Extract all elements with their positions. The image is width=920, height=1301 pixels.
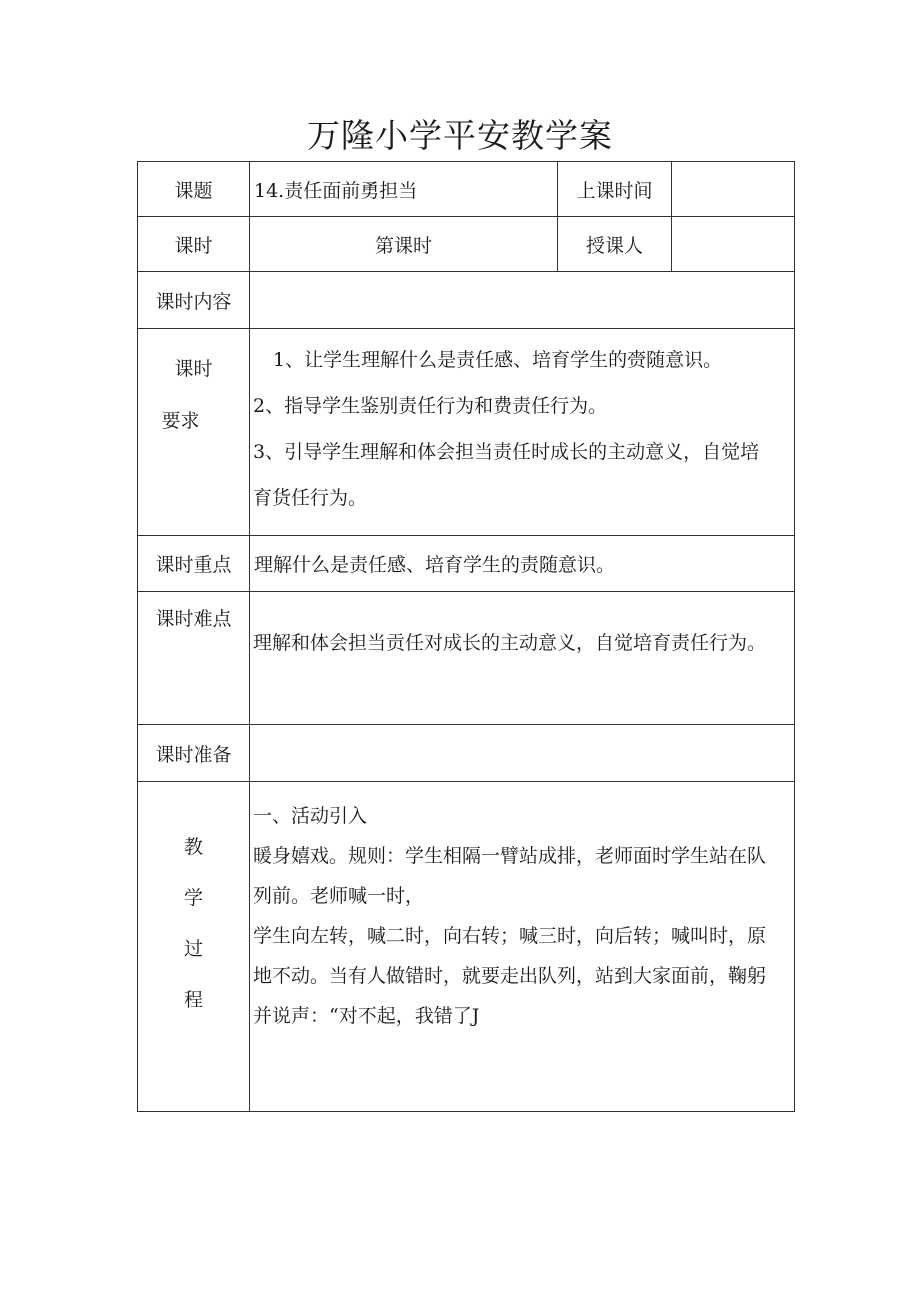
- process-body: [250, 782, 795, 1112]
- page-title: 万隆小学平安教学案: [307, 116, 613, 155]
- requirements-label: [138, 329, 250, 536]
- class-time-value: [672, 162, 795, 217]
- requirements-body: [250, 329, 795, 536]
- process-line: 并说声：“对不起，我错了J: [253, 1005, 480, 1027]
- difficulties-label: 课时难点: [138, 592, 250, 725]
- content-row: [138, 272, 795, 329]
- teacher-value: [672, 217, 795, 272]
- topic-row: [138, 162, 795, 217]
- process-line: 列前。老师喊一时，: [253, 885, 425, 907]
- difficulties-value: 理解和体会担当贡任对成长的主动意义，自觉培育责任行为。: [250, 592, 795, 725]
- period-label: 课时: [138, 217, 250, 272]
- preparation-value: [250, 725, 795, 782]
- preparation-label: 课时准备: [138, 725, 250, 782]
- content-label: 课时内容: [138, 272, 250, 329]
- key-points-value: 理解什么是责任感、培育学生的责随意识。: [250, 536, 795, 592]
- process-label-char: 教: [183, 836, 203, 858]
- requirements-label-line1: 课时: [174, 358, 213, 380]
- content-value: [250, 272, 795, 329]
- difficulties-row: [138, 592, 795, 725]
- period-row: [138, 217, 795, 272]
- process-line: 地不动。当有人做错时，就要走出队列，站到大家面前，鞠躬: [253, 965, 767, 987]
- process-label-char: 过: [183, 938, 203, 960]
- lesson-plan-table: [137, 161, 795, 1112]
- process-row: [138, 782, 795, 1112]
- requirement-line: 2、指导学生鉴别责任行为和费责任行为。: [253, 395, 608, 417]
- requirements-label-line2: 要求: [161, 410, 200, 432]
- requirement-line: 3、引导学生理解和体会担当责任时成长的主动意义，自觉培: [253, 441, 760, 463]
- teacher-label: 授课人: [558, 217, 672, 272]
- key-points-row: [138, 536, 795, 592]
- requirements-row: [138, 329, 795, 536]
- class-time-label: 上课时间: [558, 162, 672, 217]
- topic-label: 课题: [138, 162, 250, 217]
- process-label: [138, 782, 250, 1112]
- process-line: 一、活动引入: [253, 805, 368, 827]
- process-line: 学生向左转，喊二时，向右转；喊三时，向后转；喊叫时，原: [253, 925, 767, 947]
- period-value: 第课时: [250, 217, 558, 272]
- process-label-char: 学: [183, 887, 203, 909]
- topic-value: 14.责任面前勇担当: [250, 162, 558, 217]
- process-line: 暖身嬉戏。规则：学生相隔一臂站成排，老师面时学生站在队: [253, 845, 767, 867]
- preparation-row: [138, 725, 795, 782]
- requirement-line: 育货任行为。: [253, 487, 368, 509]
- key-points-label: 课时重点: [138, 536, 250, 592]
- process-label-char: 程: [183, 989, 203, 1011]
- requirement-line: 1、让学生理解什么是责任感、培育学生的赍随意识。: [273, 349, 723, 371]
